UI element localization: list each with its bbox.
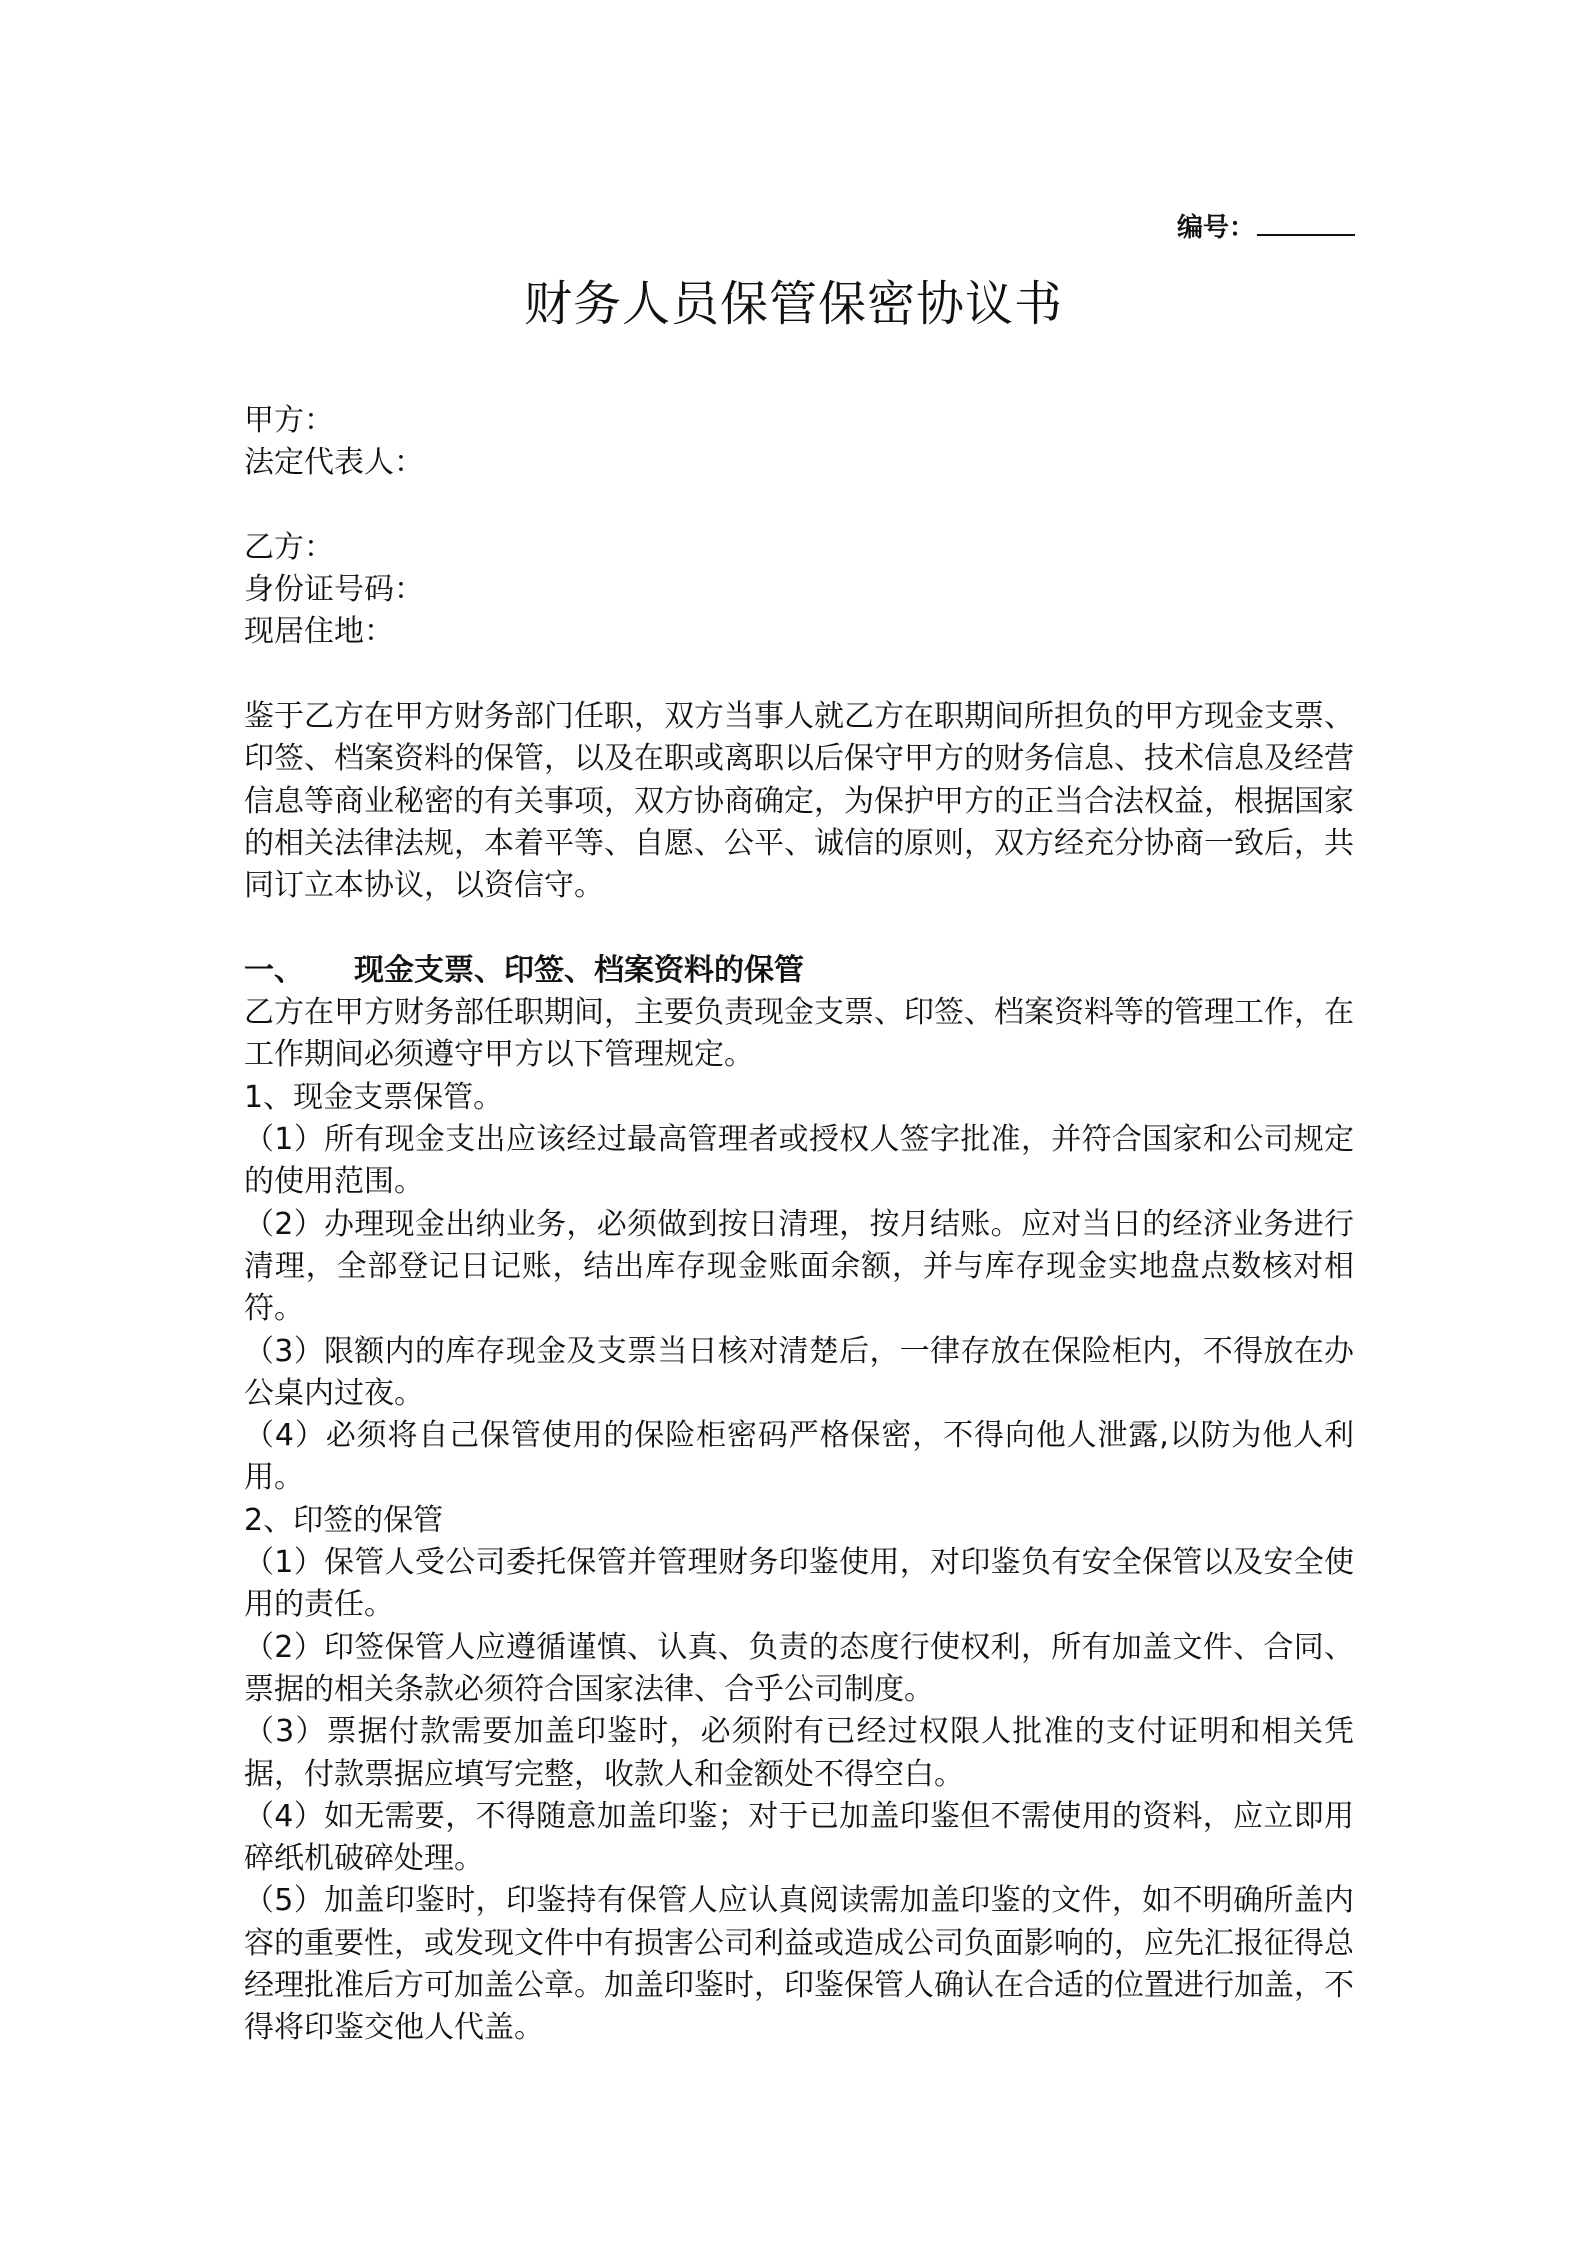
seal-item-2: （2）印签保管人应遵循谨慎、认真、负责的态度行使权利，所有加盖文件、合同、票据的相关条款必须符合国家法律、合乎公司制度。 — [244, 1629, 1354, 1707]
seal-item-5: （5）加盖印鉴时，印鉴持有保管人应认真阅读需加盖印鉴的文件，如不明确所盖内容的重要性，或发现文件中有损害公司利益或造成公司负面影响的，应先汇报征得总经理批准后方可加盖公章。加盖印鉴时，印鉴保管人确认在合适的位置进行加盖，不得将印鉴交他人代盖。 — [244, 1883, 1354, 2046]
section-1-heading — [244, 950, 1354, 992]
subsection-cash-cheque-title: 1、现金支票保管。 — [244, 1079, 504, 1115]
document-body — [244, 400, 1354, 2050]
cash-cheque-item-1: （1）所有现金支出应该经过最高管理者或授权人签字批准，并符合国家和公司规定的使用范围。 — [244, 1122, 1354, 1200]
section-1-title: 现金支票、印签、档案资料的保管 — [354, 952, 804, 988]
section-1-intro: 乙方在甲方财务部任职期间，主要负责现金支票、印签、档案资料等的管理工作，在工作期间必须遵守甲方以下管理规定。 — [244, 995, 1354, 1073]
id-number-label: 身份证号码： — [244, 572, 424, 608]
subsection-seal-title: 2、印签的保管 — [244, 1502, 444, 1538]
document-number — [1177, 207, 1355, 244]
cash-cheque-item-2: （2）办理现金出纳业务，必须做到按日清理，按月结账。应对当日的经济业务进行清理，全部登记日记账，结出库存现金账面余额，并与库存现金实地盘点数核对相符。 — [244, 1206, 1354, 1327]
seal-item-1: （1）保管人受公司委托保管并管理财务印鉴使用，对印鉴负有安全保管以及安全使用的责任。 — [244, 1545, 1354, 1623]
legal-rep-label: 法定代表人： — [244, 445, 424, 481]
party-b-label: 乙方： — [244, 529, 334, 565]
party-a-label: 甲方： — [244, 403, 334, 438]
address-label: 现居住地： — [244, 614, 394, 650]
document-number-label: 编号： — [1176, 213, 1255, 243]
seal-item-3: （3）票据付款需要加盖印鉴时，必须附有已经过权限人批准的支付证明和相关凭据，付款票据应填写完整，收款人和金额处不得空白。 — [244, 1714, 1354, 1792]
cash-cheque-item-3: （3）限额内的库存现金及支票当日核对清楚后，一律存放在保险柜内，不得放在办公桌内过夜。 — [244, 1333, 1354, 1411]
cash-cheque-item-4: （4）必须将自己保管使用的保险柜密码严格保密，不得向他人泄露,以防为他人利用。 — [244, 1418, 1354, 1496]
document-title: 财务人员保管保密协议书 — [523, 276, 1063, 332]
preamble-paragraph: 鉴于乙方在甲方财务部门任职，双方当事人就乙方在职期间所担负的甲方现金支票、印签、档案资料的保管，以及在职或离职以后保守甲方的财务信息、技术信息及经营信息等商业秘密的有关事项，双方协商确定，为保护甲方的正当合法权益，根据国家的相关法律法规，本着平等、自愿、公平、诚信的原则，双方经充分协商一致后，共同订立本协议，以资信守。 — [244, 699, 1354, 904]
seal-item-4: （4）如无需要，不得随意加盖印鉴；对于已加盖印鉴但不需使用的资料，应立即用碎纸机破碎处理。 — [244, 1798, 1354, 1877]
document-number-blank — [1257, 212, 1355, 236]
section-1-number: 一、 — [244, 952, 304, 988]
